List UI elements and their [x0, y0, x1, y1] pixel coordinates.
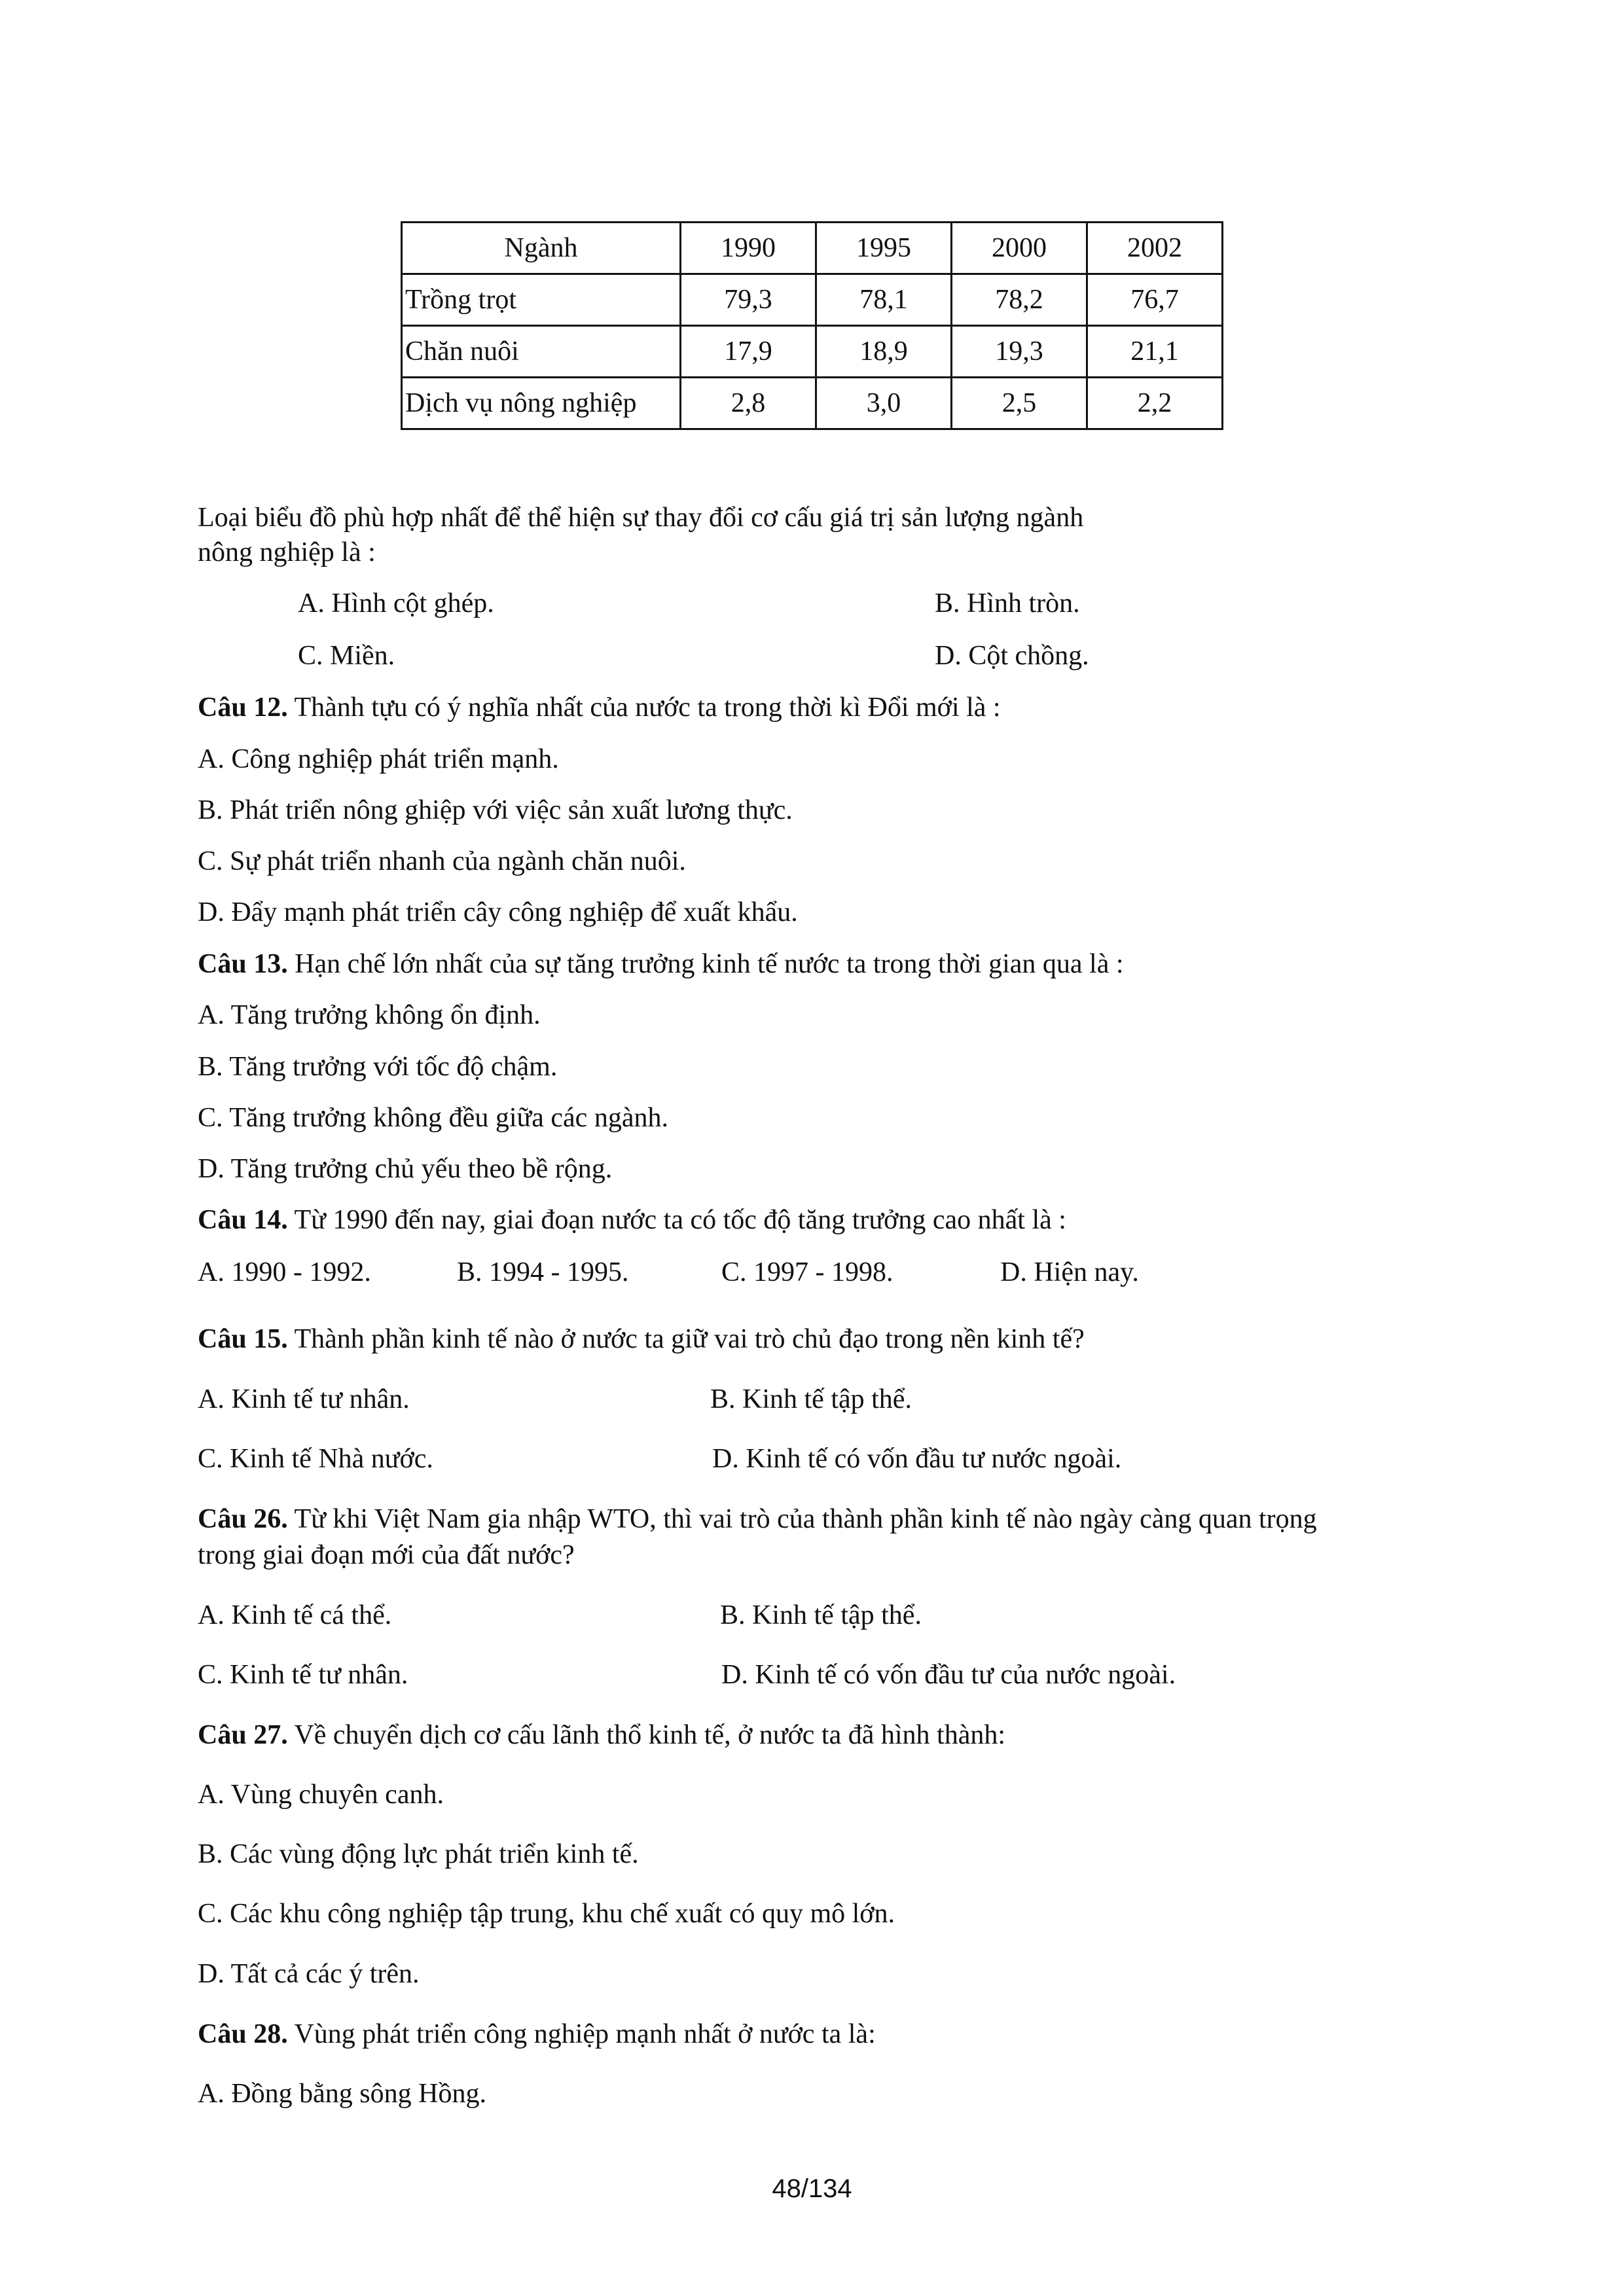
- table-header-row: [402, 223, 1223, 274]
- question-28: [198, 2017, 876, 2052]
- answer-option: B. Kinh tế tập thể.: [720, 1600, 922, 1630]
- table-cell: 19,3: [952, 326, 1087, 378]
- answer-option: B. Tăng trưởng với tốc độ chậm.: [198, 1052, 558, 1082]
- table-cell: 79,3: [681, 274, 816, 326]
- answer-option: B. 1994 - 1995.: [457, 1257, 629, 1287]
- question-label: Câu 15.: [198, 1324, 288, 1354]
- table-cell: 17,9: [681, 326, 816, 378]
- question-stem: Vùng phát triển công nghiệp mạnh nhất ở nước ta là:: [287, 2019, 876, 2049]
- question-stem: Thành phần kinh tế nào ở nước ta giữ vai trò chủ đạo trong nền kinh tế?: [287, 1324, 1085, 1354]
- table-cell: 78,2: [952, 274, 1087, 326]
- answer-option: C. Kinh tế tư nhân.: [198, 1660, 408, 1690]
- question-stem: Về chuyển dịch cơ cấu lãnh thổ kinh tế, ở nước ta đã hình thành:: [287, 1720, 1006, 1750]
- data-table: [401, 221, 1223, 430]
- answer-option: A. Đồng bằng sông Hồng.: [198, 2079, 486, 2109]
- answer-option: A. Hình cột ghép.: [298, 588, 494, 619]
- question-26: [198, 1502, 1317, 1537]
- table-row-label: Trồng trọt: [402, 274, 681, 326]
- table-header-cell: 1995: [816, 223, 952, 274]
- answer-option: B. Hình tròn.: [935, 588, 1080, 619]
- question-label: Câu 28.: [198, 2019, 288, 2049]
- answer-option: A. Tăng trưởng không ổn định.: [198, 1000, 541, 1030]
- question-label: Câu 12.: [198, 692, 288, 723]
- question-27: [198, 1718, 1005, 1753]
- table-cell: 76,7: [1087, 274, 1223, 326]
- table-row-label: Dịch vụ nông nghiệp: [402, 378, 681, 429]
- question-stem: Thành tựu có ý nghĩa nhất của nước ta trong thời kì Đổi mới là :: [287, 692, 1001, 723]
- question-label: Câu 14.: [198, 1205, 288, 1235]
- table-header-cell: 2000: [952, 223, 1087, 274]
- question-label: Câu 26.: [198, 1504, 288, 1534]
- answer-option: D. Cột chồng.: [935, 641, 1089, 671]
- table-header-cell: 1990: [681, 223, 816, 274]
- answer-option: D. Kinh tế có vốn đầu tư nước ngoài.: [712, 1444, 1122, 1474]
- answer-option: C. 1997 - 1998.: [721, 1257, 893, 1287]
- question-stem: Từ 1990 đến nay, giai đoạn nước ta có tốc độ tăng trưởng cao nhất là :: [287, 1205, 1066, 1235]
- table-cell: 2,5: [952, 378, 1087, 429]
- question-label: Câu 13.: [198, 949, 288, 979]
- table-cell: 3,0: [816, 378, 952, 429]
- question-12: [198, 691, 1001, 725]
- table-header-cell: Ngành: [402, 223, 681, 274]
- table-cell: 2,8: [681, 378, 816, 429]
- answer-option: C. Tăng trưởng không đều giữa các ngành.: [198, 1103, 668, 1133]
- question-stem: trong giai đoạn mới của đất nước?: [198, 1540, 575, 1570]
- answer-option: A. Vùng chuyên canh.: [198, 1780, 444, 1810]
- table-cell: 2,2: [1087, 378, 1223, 429]
- question-13: [198, 947, 1124, 982]
- question-stem: Loại biểu đồ phù hợp nhất để thể hiện sự thay đổi cơ cấu giá trị sản lượng ngành: [198, 503, 1084, 533]
- answer-option: A. Công nghiệp phát triển mạnh.: [198, 744, 559, 774]
- answer-option: D. Đẩy mạnh phát triển cây công nghiệp để xuất khẩu.: [198, 897, 798, 927]
- answer-option: B. Kinh tế tập thể.: [710, 1384, 912, 1414]
- answer-option: A. 1990 - 1992.: [198, 1257, 371, 1287]
- answer-option: D. Tất cả các ý trên.: [198, 1959, 420, 1989]
- question-stem: Từ khi Việt Nam gia nhập WTO, thì vai trò của thành phần kinh tế nào ngày càng quan trọng: [287, 1504, 1317, 1534]
- answer-option: D. Tăng trưởng chủ yếu theo bề rộng.: [198, 1154, 613, 1184]
- answer-option: C. Sự phát triển nhanh của ngành chăn nuôi.: [198, 846, 686, 876]
- table-cell: 21,1: [1087, 326, 1223, 378]
- answer-option: A. Kinh tế cá thể.: [198, 1600, 392, 1630]
- table-row: [402, 378, 1223, 429]
- answer-option: A. Kinh tế tư nhân.: [198, 1384, 410, 1414]
- table-header-cell: 2002: [1087, 223, 1223, 274]
- page-number: 48/134: [772, 2174, 852, 2203]
- table-cell: 78,1: [816, 274, 952, 326]
- question-stem: nông nghiệp là :: [198, 537, 376, 567]
- question-14: [198, 1203, 1066, 1238]
- answer-option: D. Hiện nay.: [1000, 1257, 1139, 1287]
- answer-option: D. Kinh tế có vốn đầu tư của nước ngoài.: [721, 1660, 1176, 1690]
- answer-option: B. Phát triển nông ghiệp với việc sản xuất lương thực.: [198, 795, 793, 825]
- table-row: [402, 274, 1223, 326]
- question-label: Câu 27.: [198, 1720, 288, 1750]
- answer-option: B. Các vùng động lực phát triển kinh tế.: [198, 1839, 639, 1869]
- answer-option: C. Kinh tế Nhà nước.: [198, 1444, 433, 1474]
- table-cell: 18,9: [816, 326, 952, 378]
- answer-option: C. Miền.: [298, 641, 395, 671]
- question-stem: Hạn chế lớn nhất của sự tăng trưởng kinh tế nước ta trong thời gian qua là :: [287, 949, 1124, 979]
- table-row-label: Chăn nuôi: [402, 326, 681, 378]
- question-15: [198, 1322, 1085, 1357]
- answer-option: C. Các khu công nghiệp tập trung, khu chế xuất có quy mô lớn.: [198, 1899, 895, 1929]
- table-row: [402, 326, 1223, 378]
